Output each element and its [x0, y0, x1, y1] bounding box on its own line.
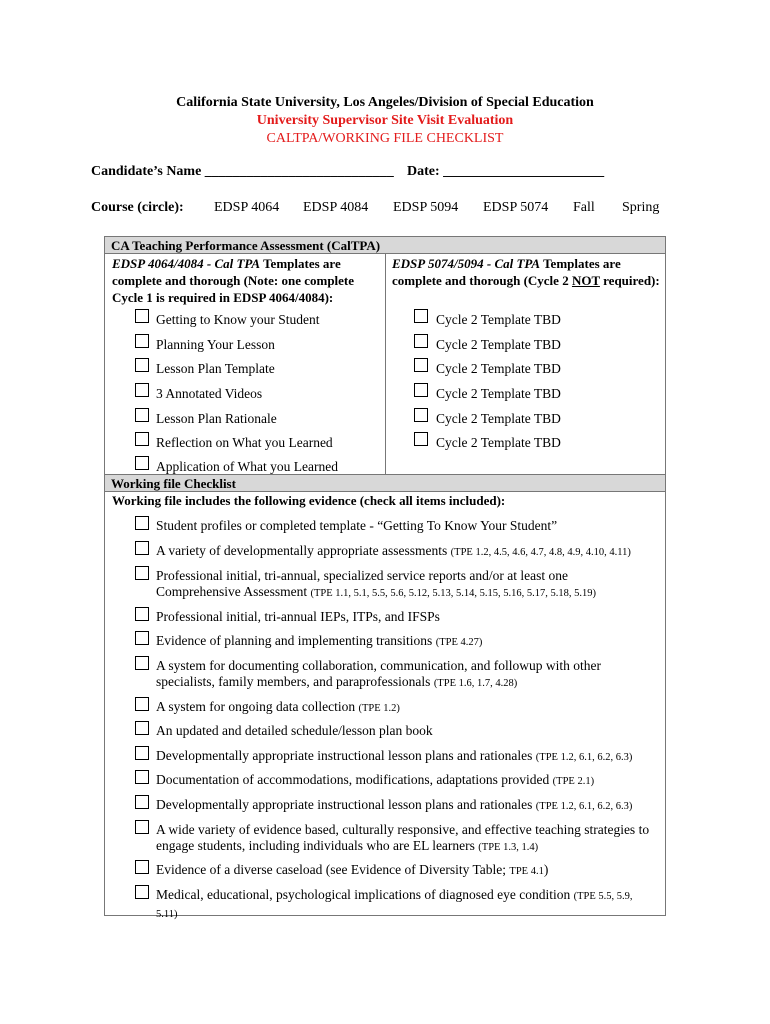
checkbox[interactable]: [414, 309, 428, 323]
cycle1-item-label: Lesson Plan Rationale: [156, 411, 277, 426]
evidence-item-label: Professional initial, tri-annual IEPs, ITPs, and IFSPs: [156, 609, 440, 624]
tpe-reference: TPE 4.1: [509, 866, 544, 877]
checkbox[interactable]: [135, 697, 149, 711]
checkbox[interactable]: [135, 541, 149, 555]
cycle2-item-label: Cycle 2 Template TBD: [436, 386, 561, 401]
working-file-section-title: Working file Checklist: [105, 475, 665, 492]
checkbox[interactable]: [135, 309, 149, 323]
university-title: California State University, Los Angeles/Division of Special Education: [176, 95, 594, 110]
evidence-item-label: Documentation of accommodations, modifications, adaptations provided (TPE 2.1): [156, 772, 595, 787]
form-subtitle: CALTPA/WORKING FILE CHECKLIST: [266, 131, 504, 146]
evidence-item-label: A wide variety of evidence based, culturally responsive, and effective teaching strategies to engage students, including individuals who are EL learners (TPE 1.3, 1.4): [156, 822, 650, 853]
right-column-heading: EDSP 5074/5094 - Cal TPA Templates are complete and thorough (Cycle 2 NOT required):: [392, 256, 660, 288]
checkbox[interactable]: [135, 795, 149, 809]
course-option[interactable]: EDSP 5074: [483, 200, 549, 215]
cycle2-item-label: Cycle 2 Template TBD: [436, 411, 561, 426]
cycle1-item-label: 3 Annotated Videos: [156, 386, 263, 401]
tpe-reference: (TPE 1.3, 1.4): [478, 842, 539, 853]
evidence-item-label: A system for documenting collaboration, communication, and followup with other specialists, family members, and paraprofessionals (TPE 1.6, 1.7, 4.28): [156, 658, 602, 689]
tpe-reference: (TPE 2.1): [552, 776, 595, 787]
checkbox[interactable]: [135, 721, 149, 735]
tpe-reference: (TPE 1.2, 6.1, 6.2, 6.3): [535, 752, 633, 763]
tpe-reference: (TPE 1.1, 5.1, 5.5, 5.6, 5.12, 5.13, 5.14, 5.15, 5.16, 5.17, 5.18, 5.19): [310, 588, 597, 599]
evidence-item-label: Evidence of planning and implementing transitions (TPE 4.27): [156, 633, 483, 648]
date-field[interactable]: Date: _______________________: [407, 164, 605, 179]
evidence-item-label: Professional initial, tri-annual, specialized service reports and/or at least one Comprehensive Assessment (TPE 1.1, 5.1, 5.5, 5.6, 5.12, 5.13, 5.14, 5.15, 5.16, 5.17, 5.18, 5.19): [156, 568, 597, 599]
checkbox[interactable]: [414, 383, 428, 397]
tpe-reference: (TPE 5.5, 5.9, 5.11): [156, 891, 633, 920]
checkbox[interactable]: [135, 334, 149, 348]
checkbox[interactable]: [414, 334, 428, 348]
evidence-item-label: A system for ongoing data collection (TPE 1.2): [156, 699, 400, 714]
cycle1-item-label: Lesson Plan Template: [156, 361, 275, 376]
course-option[interactable]: EDSP 4084: [303, 200, 369, 215]
form-title: University Supervisor Site Visit Evaluation: [256, 113, 514, 128]
checkbox[interactable]: [135, 566, 149, 580]
tpe-reference: (TPE 1.2, 4.5, 4.6, 4.7, 4.8, 4.9, 4.10, 4.11): [450, 547, 631, 558]
tpe-reference: (TPE 4.27): [435, 637, 483, 648]
cycle2-item-label: Cycle 2 Template TBD: [436, 435, 561, 450]
checkbox[interactable]: [135, 820, 149, 834]
cycle1-item-label: Getting to Know your Student: [156, 312, 320, 327]
evidence-item-label: Developmentally appropriate instructional lesson plans and rationales (TPE 1.2, 6.1, 6.2, 6.3): [156, 748, 633, 763]
checkbox[interactable]: [135, 358, 149, 372]
cycle2-item-label: Cycle 2 Template TBD: [436, 312, 561, 327]
checkbox[interactable]: [135, 383, 149, 397]
course-option[interactable]: Fall: [573, 200, 595, 215]
evidence-item-label: Evidence of a diverse caseload (see Evidence of Diversity Table; TPE 4.1): [156, 862, 549, 877]
working-file-subheading: Working file includes the following evidence (check all items included):: [112, 493, 506, 508]
checkbox[interactable]: [135, 746, 149, 760]
tpe-reference: (TPE 1.2): [358, 703, 400, 714]
evidence-item-label: Student profiles or completed template - “Getting To Know Your Student”: [156, 518, 558, 533]
evidence-item-label: A variety of developmentally appropriate assessments (TPE 1.2, 4.5, 4.6, 4.7, 4.8, 4.9, 4.10, 4.11): [156, 543, 631, 558]
checkbox[interactable]: [135, 607, 149, 621]
tpe-reference: (TPE 1.2, 6.1, 6.2, 6.3): [535, 801, 633, 812]
course-option[interactable]: Spring: [622, 200, 660, 215]
checkbox[interactable]: [135, 432, 149, 446]
cycle2-item-label: Cycle 2 Template TBD: [436, 361, 561, 376]
checkbox[interactable]: [414, 432, 428, 446]
cycle2-item-label: Cycle 2 Template TBD: [436, 337, 561, 352]
column-divider: [385, 254, 386, 474]
candidate-name-field[interactable]: Candidate’s Name ___________________________: [91, 164, 394, 179]
checkbox[interactable]: [135, 631, 149, 645]
checkbox[interactable]: [135, 456, 149, 470]
course-option[interactable]: EDSP 4064: [214, 200, 280, 215]
checkbox[interactable]: [135, 656, 149, 670]
cycle1-item-label: Application of What you Learned: [156, 459, 338, 474]
checkbox[interactable]: [135, 770, 149, 784]
checkbox[interactable]: [135, 885, 149, 899]
checkbox[interactable]: [135, 516, 149, 530]
checkbox[interactable]: [135, 408, 149, 422]
cycle1-item-label: Planning Your Lesson: [156, 337, 275, 352]
checkbox[interactable]: [414, 408, 428, 422]
course-option[interactable]: EDSP 5094: [393, 200, 459, 215]
course-label: Course (circle):: [91, 200, 184, 215]
evidence-item-label: Developmentally appropriate instructional lesson plans and rationales (TPE 1.2, 6.1, 6.2, 6.3): [156, 797, 633, 812]
caltpa-section-title: CA Teaching Performance Assessment (CalTPA): [105, 237, 665, 254]
checkbox[interactable]: [414, 358, 428, 372]
evidence-item-label: Medical, educational, psychological implications of diagnosed eye condition (TPE 5.5, 5.9, 5.11): [156, 887, 633, 920]
cycle1-item-label: Reflection on What you Learned: [156, 435, 333, 450]
checkbox[interactable]: [135, 860, 149, 874]
tpe-reference: (TPE 1.6, 1.7, 4.28): [433, 678, 518, 689]
left-column-heading: EDSP 4064/4084 - Cal TPA Templates are complete and thorough (Note: one complete Cycle 1 is required in EDSP 4064/4084):: [112, 256, 355, 305]
evidence-item-label: An updated and detailed schedule/lesson plan book: [156, 723, 433, 738]
